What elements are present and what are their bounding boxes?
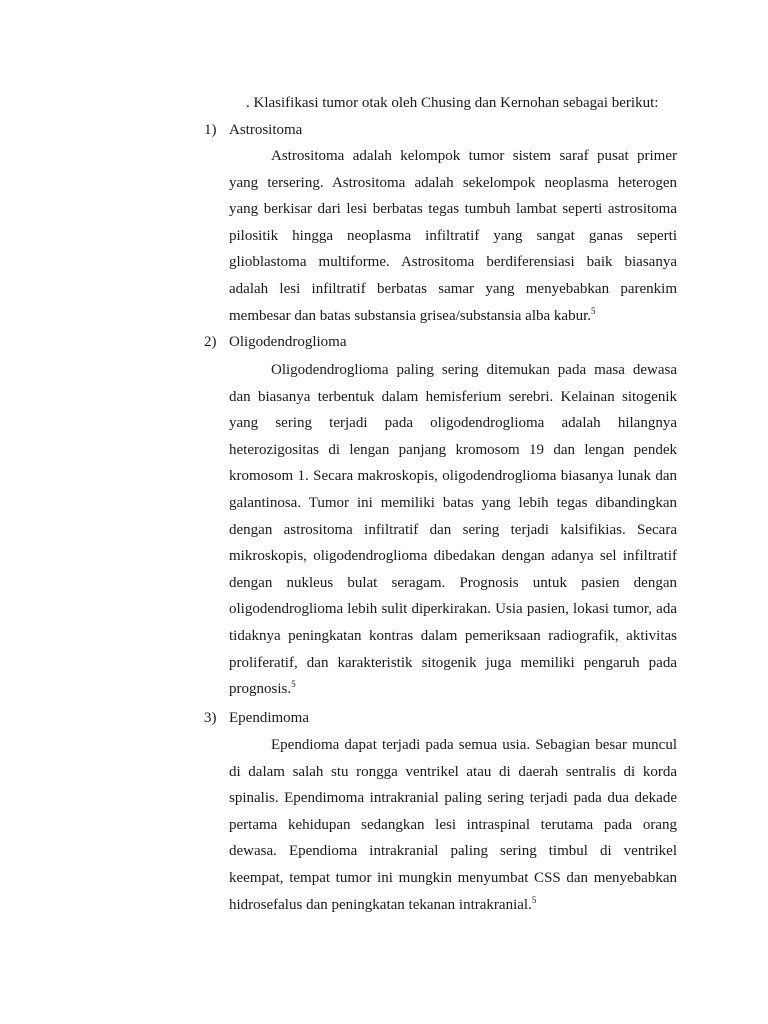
paragraph-text: Ependioma dapat terjadi pada semua usia. Sebagian besar muncul di dalam salah stu rongga ventrikel atau di daerah sentralis di korda spinalis. Ependimoma intrakranial paling sering terjadi pada dua dekade pertama kehidupan sedangkan lesi intraspinal terutama pada orang dewasa. Ependioma intrakranial paling sering timbul di ventrikel keempat, tempat tumor ini mungkin menyumbat CSS dan menyebabkan hidrosefalus dan peningkatan tekanan intrakranial. [229, 737, 677, 913]
reference-marker: 5 [531, 894, 537, 905]
section-heading-ependimoma [204, 707, 309, 729]
section-number: 3) [204, 710, 217, 726]
section-paragraph-ependimoma [229, 732, 677, 918]
paragraph-text: Astrositoma adalah kelompok tumor sistem saraf pusat primer yang tersering. Astrositoma adalah sekelompok neoplasma heterogen yang berkisar dari lesi berbatas tegas tumbuh lambat seperti astrositoma pilositik hingga neoplasma infiltratif yang sangat ganas seperti glioblastoma multiforme. Astrositoma berdiferensiasi baik biasanya adalah lesi infiltratif berbatas samar yang menyebabkan parenkim membesar dan batas substansia grisea/substansia alba kabur. [229, 148, 677, 324]
section-number: 1) [204, 122, 217, 138]
section-number: 2) [204, 334, 217, 350]
paragraph-text: Oligodendroglioma paling sering ditemukan pada masa dewasa dan biasanya terbentuk dalam hemisferium serebri. Kelainan sitogenik yang sering terjadi pada oligodendroglioma adalah hilangnya heterozigositas di lengan panjang kromosom 19 dan lengan pendek kromosom 1. Secara makroskopis, oligodendroglioma biasanya lunak dan galantinosa. Tumor ini memiliki batas yang lebih tegas dibandingkan dengan astrositoma infiltratif dan sering terjadi kalsifikias. Secara mikroskopis, oligodendroglioma dibedakan dengan adanya sel infiltratif dengan nukleus bulat seragam. Prognosis untuk pasien dengan oligodendroglioma lebih sulit diperkirakan. Usia pasien, lokasi tumor, ada tidaknya peningkatan kontras dalam pemeriksaan radiografik, aktivitas proliferatif, dan karakteristik sitogenik juga memiliki pengaruh pada prognosis. [229, 362, 677, 698]
reference-marker: 5 [291, 679, 296, 690]
section-heading-astrositoma [204, 119, 302, 141]
section-title: Astrositoma [229, 122, 303, 138]
reference-marker: 5 [591, 305, 596, 316]
section-paragraph-astrositoma [229, 143, 677, 329]
section-heading-oligodendroglioma [204, 331, 346, 353]
section-title: Oligodendroglioma [229, 334, 347, 350]
section-paragraph-oligodendroglioma [229, 357, 677, 703]
intro-line: . Klasifikasi tumor otak oleh Chusing dan Kernohan sebagai berikut: [246, 95, 659, 111]
section-title: Ependimoma [229, 710, 309, 726]
